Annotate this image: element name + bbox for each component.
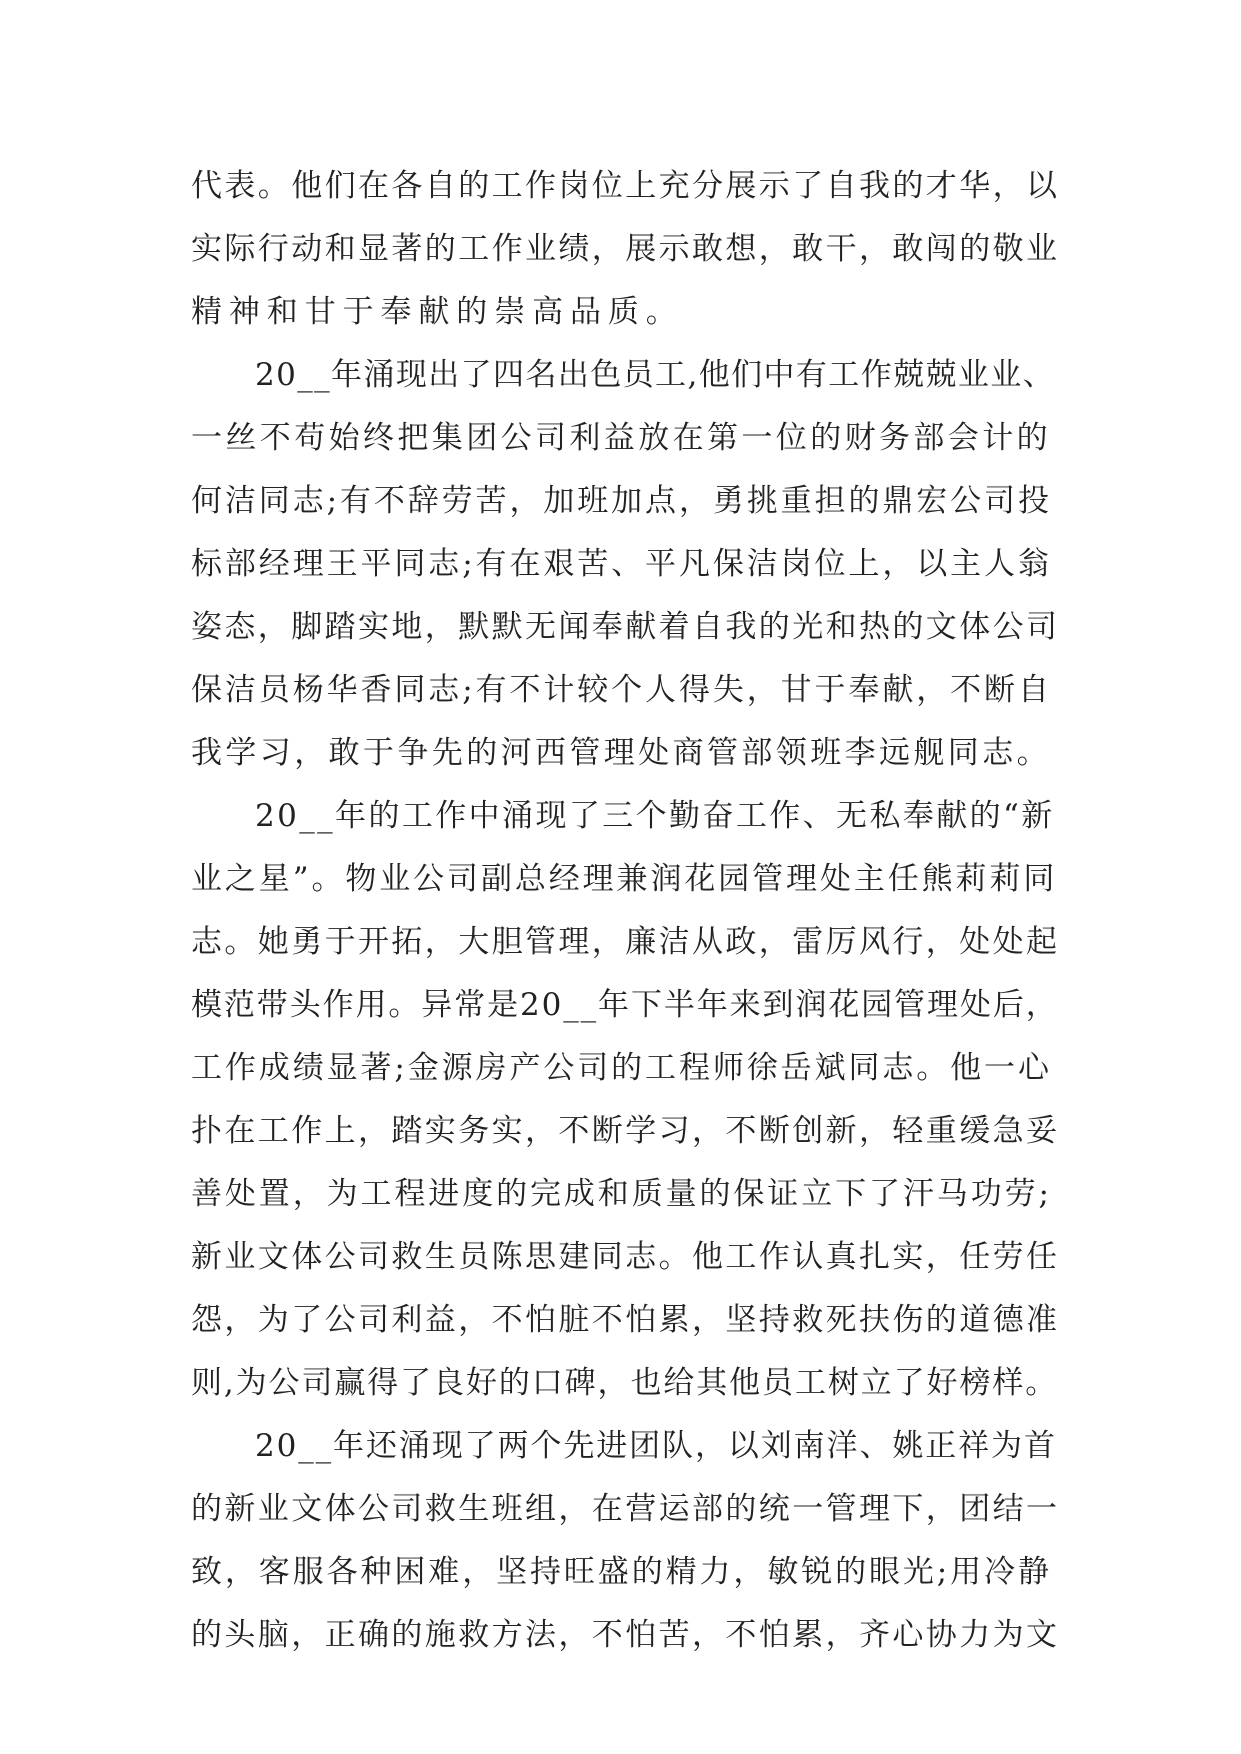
text-line: 精神和甘于奉献的崇高品质。 [191, 294, 684, 330]
text-line: 何洁同志;有不辞劳苦，加班加点，勇挑重担的鼎宏公司投 [191, 483, 1052, 519]
text-line: 则,为公司赢得了良好的口碑，也给其他员工树立了好榜样。 [191, 1365, 1059, 1401]
text-line: 代表。他们在各自的工作岗位上充分展示了自我的才华，以 [191, 168, 1060, 204]
text-line: 的新业文体公司救生班组，在营运部的统一管理下，团结一 [191, 1491, 1060, 1527]
paragraph-first-line: 20__年还涌现了两个先进团队，以刘南洋、姚正祥为首 [255, 1428, 1057, 1464]
body-text [191, 155, 1061, 1667]
text-line: 一丝不苟始终把集团公司利益放在第一位的财务部会计的 [191, 420, 1051, 456]
text-line: 模范带头作用。异常是20__年下半年来到润花园管理处后， [191, 987, 1059, 1023]
text-line: 怨，为了公司利益，不怕脏不怕累，坚持救死扶伤的道德准 [191, 1302, 1060, 1338]
text-line: 标部经理王平同志;有在艰苦、平凡保洁岗位上，以主人翁 [191, 546, 1052, 582]
paragraph-first-line: 20__年的工作中涌现了三个勤奋工作、无私奉献的“新 [255, 798, 1055, 834]
text-line: 善处置，为工程进度的完成和质量的保证立下了汗马功劳; [191, 1176, 1052, 1212]
text-line: 工作成绩显著;金源房产公司的工程师徐岳斌同志。他一心 [191, 1050, 1052, 1086]
text-line: 的头脑，正确的施救方法，不怕苦，不怕累，齐心协力为文 [191, 1617, 1060, 1653]
text-line: 志。她勇于开拓，大胆管理，廉洁从政，雷厉风行，处处起 [191, 924, 1060, 960]
paragraph-first-line: 20__年涌现出了四名出色员工,他们中有工作兢兢业业、 [255, 357, 1056, 393]
text-line: 保洁员杨华香同志;有不计较个人得失，甘于奉献，不断自 [191, 672, 1052, 708]
text-line: 姿态，脚踏实地，默默无闻奉献着自我的光和热的文体公司 [191, 609, 1060, 645]
text-line: 新业文体公司救生员陈思建同志。他工作认真扎实，任劳任 [191, 1239, 1060, 1275]
text-line: 我学习，敢于争先的河西管理处商管部领班李远舰同志。 [191, 735, 1051, 771]
text-line: 实际行动和显著的工作业绩，展示敢想，敢干，敢闯的敬业 [191, 231, 1060, 267]
text-line: 致，客服各种困难，坚持旺盛的精力，敏锐的眼光;用冷静 [191, 1554, 1052, 1590]
text-line: 扑在工作上，踏实务实，不断学习，不断创新，轻重缓急妥 [191, 1113, 1060, 1149]
text-line: 业之星”。物业公司副总经理兼润花园管理处主任熊莉莉同 [191, 861, 1058, 897]
